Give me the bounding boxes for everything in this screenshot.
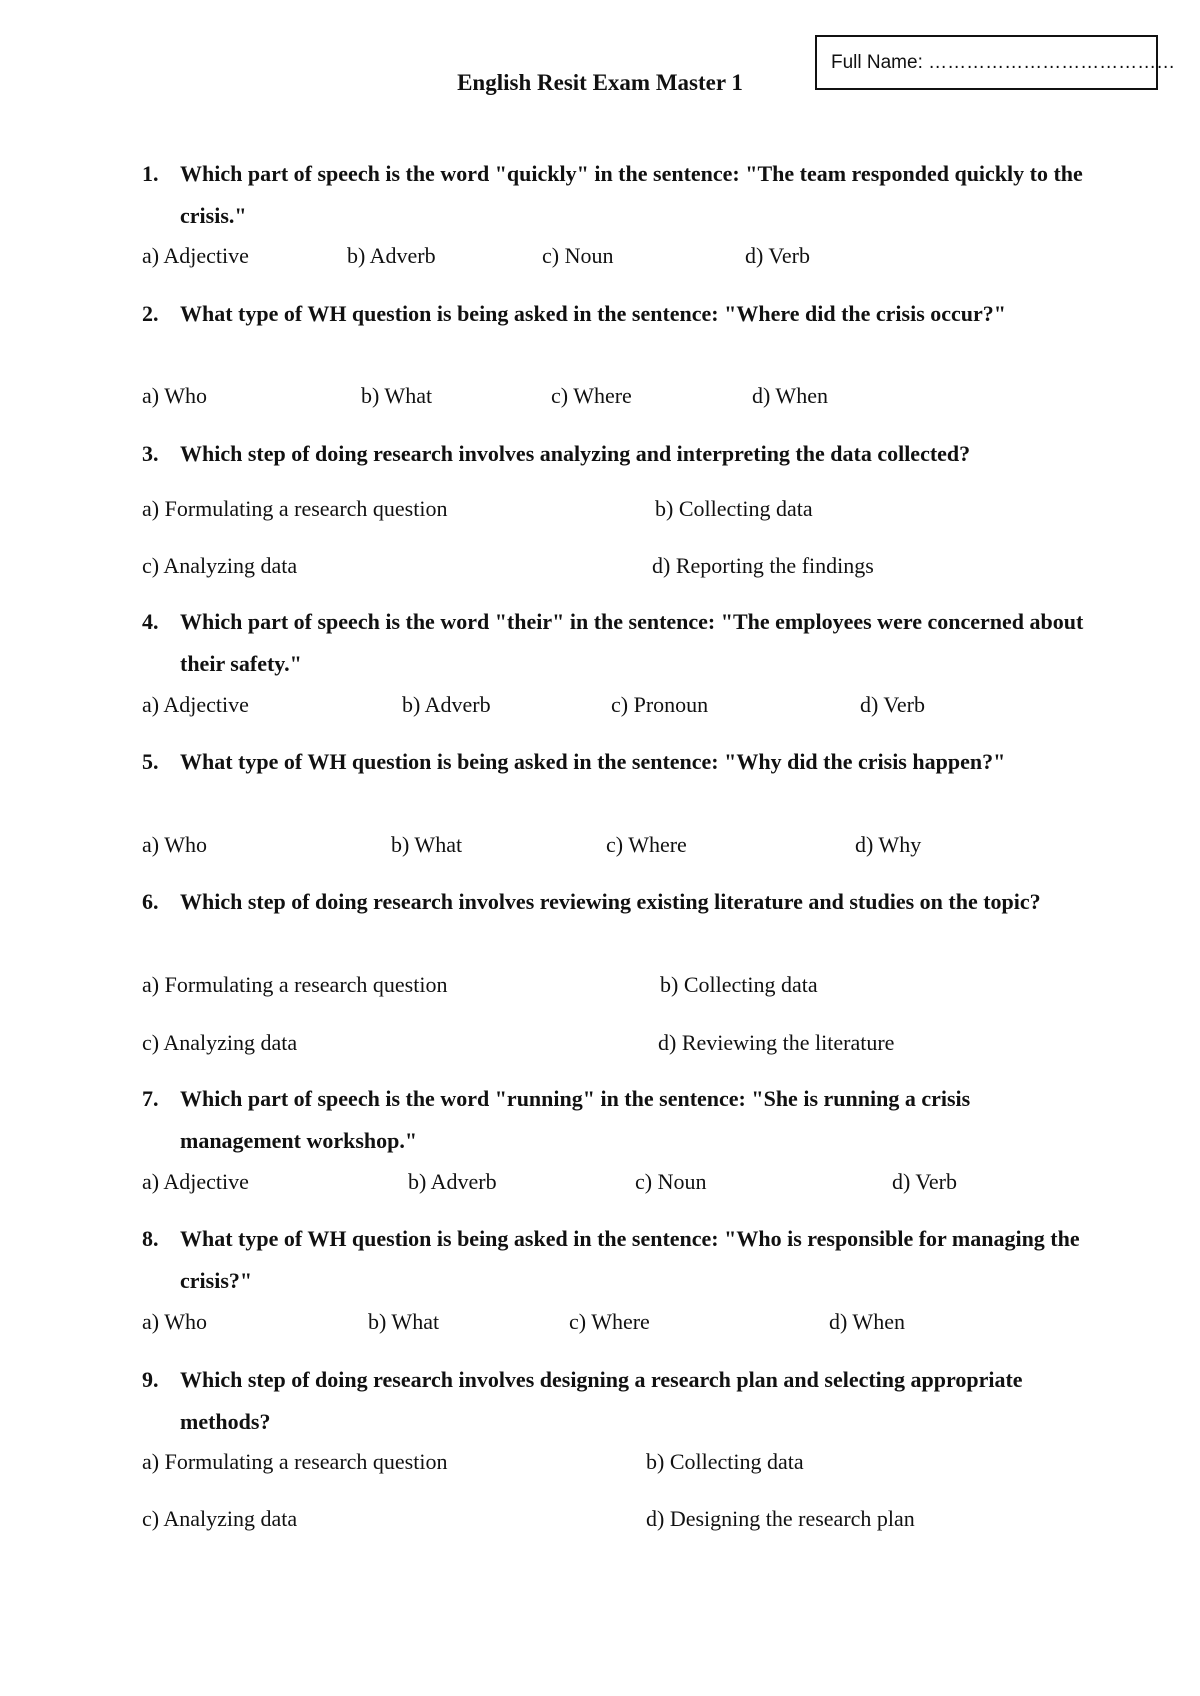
option-d[interactable]: d) Designing the research plan xyxy=(646,1506,915,1531)
question-text: What type of WH question is being asked in the sentence: "Who is responsible for managing the crisis?" xyxy=(180,1226,1080,1293)
option-a[interactable]: a) Formulating a research question xyxy=(142,972,448,997)
option-c[interactable]: c) Analyzing data xyxy=(142,1506,298,1531)
option-c[interactable]: c) Where xyxy=(606,832,687,857)
question-8 xyxy=(142,1218,1087,1302)
question-text: Which part of speech is the word "their" in the sentence: "The employees were concerned about their safety." xyxy=(180,609,1084,676)
option-a[interactable]: a) Formulating a research question xyxy=(142,496,448,521)
option-b[interactable]: b) What xyxy=(361,383,433,408)
option-a[interactable]: a) Adjective xyxy=(142,243,249,268)
question-4 xyxy=(142,601,1087,685)
option-d[interactable]: d) When xyxy=(752,383,828,408)
option-a[interactable]: a) Who xyxy=(142,383,207,408)
question-text: Which part of speech is the word "quickly" in the sentence: "The team responded quickly to the crisis." xyxy=(180,161,1083,228)
option-c[interactable]: c) Analyzing data xyxy=(142,1030,298,1055)
option-d[interactable]: d) Verb xyxy=(892,1169,957,1194)
option-b[interactable]: b) Collecting data xyxy=(660,972,818,997)
option-c[interactable]: c) Analyzing data xyxy=(142,553,298,578)
question-3 xyxy=(142,433,1087,475)
option-a[interactable]: a) Adjective xyxy=(142,1169,249,1194)
question-text: What type of WH question is being asked in the sentence: "Why did the crisis happen?" xyxy=(180,749,1006,774)
option-a[interactable]: a) Who xyxy=(142,832,207,857)
option-b[interactable]: b) Collecting data xyxy=(655,496,813,521)
option-d[interactable]: d) Verb xyxy=(860,692,925,717)
option-c[interactable]: c) Where xyxy=(551,383,632,408)
question-text: Which step of doing research involves designing a research plan and selecting appropriate methods? xyxy=(180,1367,1023,1434)
option-c[interactable]: c) Where xyxy=(569,1309,650,1334)
option-c[interactable]: c) Noun xyxy=(635,1169,707,1194)
page-title: English Resit Exam Master 1 xyxy=(457,70,743,95)
option-a[interactable]: a) Who xyxy=(142,1309,207,1334)
question-number: 8. xyxy=(142,1226,159,1251)
question-1 xyxy=(142,153,1087,237)
full-name-field[interactable]: Full Name: ………………………………… xyxy=(815,35,1158,90)
question-number: 1. xyxy=(142,161,159,186)
option-a[interactable]: a) Adjective xyxy=(142,692,249,717)
option-d[interactable]: d) Reviewing the literature xyxy=(658,1030,895,1055)
question-number: 2. xyxy=(142,301,159,326)
question-2 xyxy=(142,293,1087,335)
option-b[interactable]: b) Adverb xyxy=(408,1169,497,1194)
option-d[interactable]: d) Why xyxy=(855,832,922,857)
question-text: Which step of doing research involves analyzing and interpreting the data collected? xyxy=(180,441,971,466)
option-d[interactable]: d) Reporting the findings xyxy=(652,553,874,578)
question-number: 3. xyxy=(142,441,159,466)
question-number: 7. xyxy=(142,1086,159,1111)
question-number: 6. xyxy=(142,889,159,914)
question-7 xyxy=(142,1078,1087,1162)
option-d[interactable]: d) Verb xyxy=(745,243,810,268)
option-b[interactable]: b) Adverb xyxy=(347,243,436,268)
question-number: 5. xyxy=(142,749,159,774)
question-5 xyxy=(142,741,1087,783)
question-6 xyxy=(142,881,1087,923)
option-d[interactable]: d) When xyxy=(829,1309,905,1334)
option-c[interactable]: c) Noun xyxy=(542,243,614,268)
question-text: Which step of doing research involves reviewing existing literature and studies on the topic? xyxy=(180,889,1041,914)
option-c[interactable]: c) Pronoun xyxy=(611,692,709,717)
question-text: What type of WH question is being asked in the sentence: "Where did the crisis occur?" xyxy=(180,301,1007,326)
question-number: 9. xyxy=(142,1367,159,1392)
question-text: Which part of speech is the word "running" in the sentence: "She is running a crisis management workshop." xyxy=(180,1086,971,1153)
question-number: 4. xyxy=(142,609,159,634)
option-b[interactable]: b) Collecting data xyxy=(646,1449,804,1474)
question-9 xyxy=(142,1359,1087,1443)
option-b[interactable]: b) Adverb xyxy=(402,692,491,717)
option-b[interactable]: b) What xyxy=(391,832,463,857)
option-b[interactable]: b) What xyxy=(368,1309,440,1334)
option-a[interactable]: a) Formulating a research question xyxy=(142,1449,448,1474)
